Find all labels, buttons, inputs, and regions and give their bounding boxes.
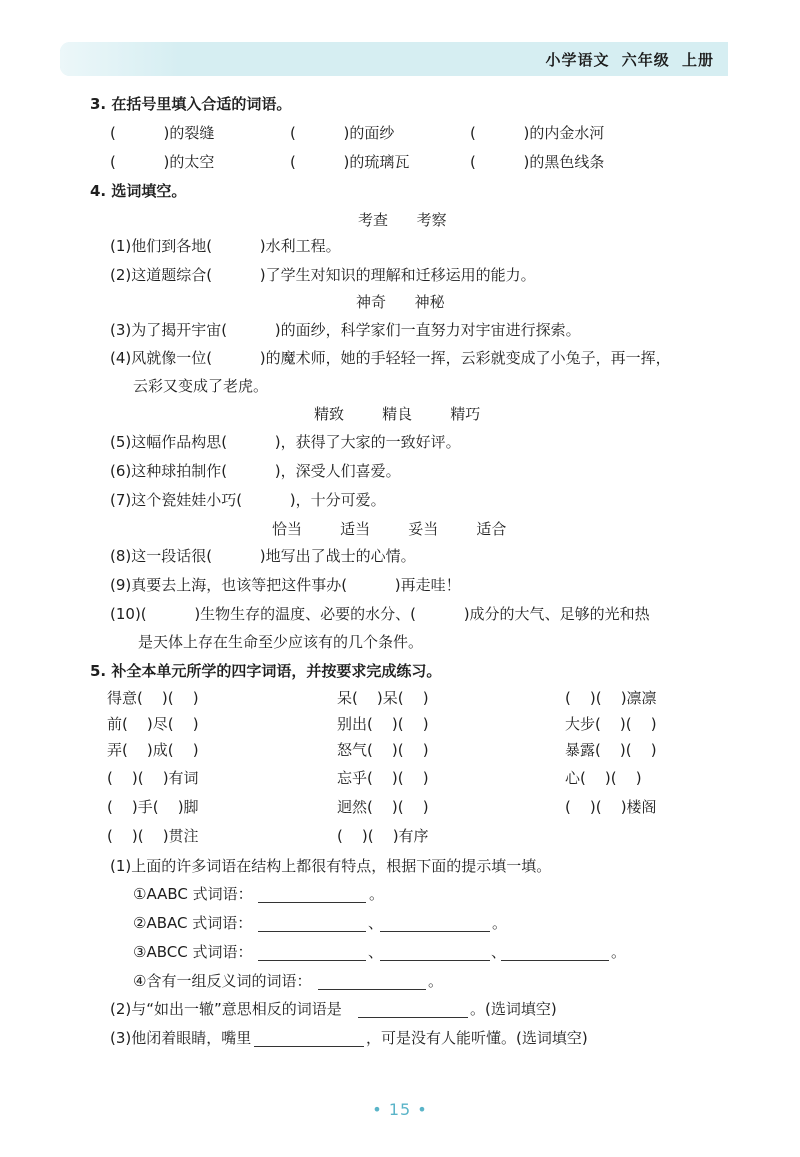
q4-word-group-2: 神奇 神秘 bbox=[356, 293, 445, 311]
period: 。 bbox=[428, 972, 444, 990]
q4-word-group-4: 恰当 适当 妥当 适合 bbox=[272, 520, 507, 538]
idiom-blank: 呆( )呆( ) bbox=[337, 689, 429, 707]
q3-item-1: ( )的裂缝 bbox=[110, 124, 215, 142]
idiom-blank: ( )( )有词 bbox=[107, 769, 199, 787]
idiom-blank: ( )( )贯注 bbox=[107, 827, 199, 845]
q5-sub-2: (2)与“如出一辙”意思相反的词语是 bbox=[110, 1000, 342, 1018]
q5-item-abac: ②ABAC 式词语： bbox=[133, 914, 253, 932]
q5-item-abcc: ③ABCC 式词语： bbox=[133, 943, 253, 961]
q4-sentence-9: (9)真要去上海，也该等把这件事办( )再走哇！ bbox=[110, 576, 461, 594]
idiom-blank: 忘乎( )( ) bbox=[337, 769, 429, 787]
q4-sentence-5: (5)这幅作品构思( )，获得了大家的一致好评。 bbox=[110, 433, 461, 451]
q5-sub-3-end: ，可是没有人能听懂。(选词填空) bbox=[366, 1029, 588, 1047]
period: 。 bbox=[492, 914, 508, 932]
q4-sentence-7: (7)这个瓷娃娃小巧( )，十分可爱。 bbox=[110, 491, 386, 509]
idiom-blank: ( )( )楼阁 bbox=[565, 798, 657, 816]
q3-title: 3. 在括号里填入合适的词语。 bbox=[90, 95, 292, 113]
q5-title: 5. 补全本单元所学的四字词语，并按要求完成练习。 bbox=[90, 662, 442, 680]
idiom-blank: ( )手( )脚 bbox=[107, 798, 199, 816]
period: 。 bbox=[611, 943, 627, 961]
page-number: • 15 • bbox=[372, 1100, 428, 1119]
answer-line[interactable] bbox=[258, 931, 366, 932]
idiom-blank: 别出( )( ) bbox=[337, 715, 429, 733]
answer-line[interactable] bbox=[258, 960, 366, 961]
q4-sentence-10-cont: 是天体上存在生命至少应该有的几个条件。 bbox=[138, 633, 424, 651]
q4-word-group-1: 考查 考察 bbox=[358, 211, 447, 229]
idiom-blank: 迥然( )( ) bbox=[337, 798, 429, 816]
q5-item-antonym: ④含有一组反义词的词语： bbox=[133, 972, 312, 990]
answer-line[interactable] bbox=[318, 989, 426, 990]
idiom-blank: ( )( )有序 bbox=[337, 827, 429, 845]
q4-word-group-3: 精致 精良 精巧 bbox=[314, 405, 481, 423]
q4-sentence-3: (3)为了揭开宇宙( )的面纱，科学家们一直努力对宇宙进行探索。 bbox=[110, 321, 581, 339]
q5-item-aabc: ①AABC 式词语： bbox=[133, 885, 253, 903]
separator: 、 bbox=[368, 914, 384, 932]
idiom-blank: 怒气( )( ) bbox=[337, 741, 429, 759]
idiom-blank: 暴露( )( ) bbox=[565, 741, 657, 759]
q3-item-3: ( )的内金水河 bbox=[470, 124, 605, 142]
idiom-blank: 大步( )( ) bbox=[565, 715, 657, 733]
separator: 、 bbox=[368, 943, 384, 961]
answer-line[interactable] bbox=[380, 960, 490, 961]
idiom-blank: 弄( )成( ) bbox=[107, 741, 199, 759]
idiom-blank: ( )( )凛凛 bbox=[565, 689, 657, 707]
answer-line[interactable] bbox=[258, 902, 366, 903]
answer-line[interactable] bbox=[501, 960, 609, 961]
q5-sub-1: (1)上面的许多词语在结构上都很有特点，根据下面的提示填一填。 bbox=[110, 857, 552, 875]
q3-item-6: ( )的黑色线条 bbox=[470, 153, 605, 171]
q4-sentence-4: (4)风就像一位( )的魔术师，她的手轻轻一挥，云彩就变成了小兔子，再一挥， bbox=[110, 349, 671, 367]
q3-item-4: ( )的太空 bbox=[110, 153, 215, 171]
book-title: 小学语文 六年级 上册 bbox=[545, 51, 714, 69]
q3-item-2: ( )的面纱 bbox=[290, 124, 395, 142]
q4-sentence-10: (10)( )生物生存的温度、必要的水分、( )成分的大气、足够的光和热 bbox=[110, 605, 650, 623]
answer-line[interactable] bbox=[254, 1046, 364, 1047]
answer-line[interactable] bbox=[358, 1017, 468, 1018]
separator: 、 bbox=[491, 943, 507, 961]
q4-sentence-2: (2)这道题综合( )了学生对知识的理解和迁移运用的能力。 bbox=[110, 266, 536, 284]
q5-sub-3: (3)他闭着眼睛，嘴里 bbox=[110, 1029, 252, 1047]
idiom-blank: 心( )( ) bbox=[565, 769, 642, 787]
q4-sentence-1: (1)他们到各地( )水利工程。 bbox=[110, 237, 341, 255]
q5-sub-2-end: 。(选词填空) bbox=[470, 1000, 557, 1018]
period: 。 bbox=[369, 885, 385, 903]
q4-sentence-8: (8)这一段话很( )地写出了战士的心情。 bbox=[110, 547, 416, 565]
q4-sentence-6: (6)这种球拍制作( )，深受人们喜爱。 bbox=[110, 462, 401, 480]
q4-title: 4. 选词填空。 bbox=[90, 182, 187, 200]
header-band bbox=[60, 42, 728, 76]
q4-sentence-4-cont: 云彩又变成了老虎。 bbox=[133, 377, 269, 395]
answer-line[interactable] bbox=[380, 931, 490, 932]
q3-item-5: ( )的琉璃瓦 bbox=[290, 153, 410, 171]
idiom-blank: 得意( )( ) bbox=[107, 689, 199, 707]
idiom-blank: 前( )尽( ) bbox=[107, 715, 199, 733]
